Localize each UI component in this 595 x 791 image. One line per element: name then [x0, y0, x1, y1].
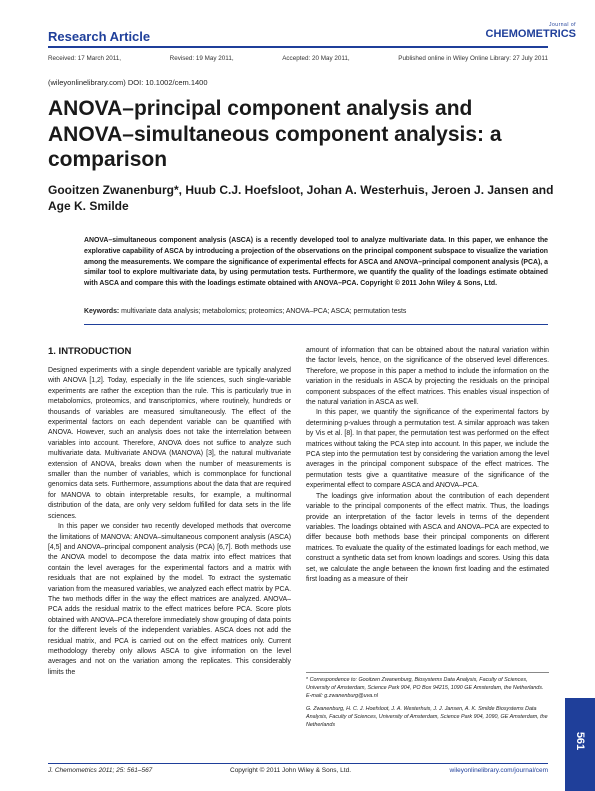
revised-date: Revised: 19 May 2011, [169, 55, 234, 62]
keywords-text: multivariate data analysis; metabolomics; proteomics; ANOVA–PCA; ASCA; permutation tests [121, 308, 407, 315]
right-column [306, 346, 549, 662]
paragraph: Designed experiments with a single dependent variable are typically analyzed with ANOVA [1,2]. Today, especially in the life sciences, such single-variable experiments are rather the exception than the rule. This is particularly true in metabolomics, proteomics, and transcriptomics, where routinely, hundreds or thousands of variables are measured simultaneously. The effect of the experimental factors on each dependent variable can be quantified with ANOVA. However, such an analysis does not take the interrelation between variables into account. Therefore, ANOVA does not suffice to analyze such multivariate data. Multivariate ANOVA (MANOVA) [3], the natural multivariate extension of ANOVA, breaks down when the number of measurements is smaller than the number of variables, which is commonplace for functional genomics data sets. Furthermore, assumptions about the data that are required for MANOVA to obtain interpretable results, for example, a multinormal distribution of the data, are only very seldom fulfilled for data sets in the life sciences. [48, 367, 291, 520]
paragraph: In this paper we consider two recently developed methods that overcome the limitations of MANOVA: ANOVA–simultaneous component analysis (ASCA) [4,5] and ANOVA–principal component analysis (PCA) [6,7]. Both methods use the ANOVA model to decompose the data matrix into effect matrices that contain the level averages for the experimental factors and a matrix with residuals that are not explained by the model. To extract the systematic variation from the measured variables, we analyzed each effect matrix by PCA. The two methods differ in the way the effect matrices are analyzed. ANOVA–PCA adds the residual matrix to the effect matrices before PCA. Score plots obtained with ANOVA–PCA therefore immediately show grouping of data points for the different levels of the independent variables. ASCA does not add the residual matrix, and PCA is carried out on the effect matrices only. Current methodology thereby only allows ASCA to give information on the level averages and not on the variation among the replicates. This considerably limits the [48, 523, 291, 676]
keywords-label: Keywords: [84, 308, 120, 315]
publication-dates [48, 55, 548, 62]
keywords [84, 307, 548, 317]
footnote-divider [306, 672, 549, 673]
section-heading: 1. INTRODUCTION [48, 346, 132, 357]
article-title: ANOVA–principal component analysis and ANOVA–simultaneous component analysis: a comparison [48, 97, 502, 171]
page-number: 561 [574, 731, 586, 751]
header-divider [48, 46, 548, 48]
footnote-marker: * [306, 677, 309, 683]
footer-divider [48, 763, 548, 764]
accepted-date: Accepted: 20 May 2011, [282, 55, 350, 62]
affiliation-note: G. Zwanenburg, H. C. J. Hoefsloot, J. A. Westerhuis, J. J. Jansen, A. K. Smilde Biosystems Data Analysis, Faculty of Sciences, University of Amsterdam, Science Park 904, 1090, GE Amsterdam, the Netherlands [306, 706, 548, 728]
left-column [48, 366, 291, 749]
paragraph: The loadings give information about the contribution of each dependent variable to the principal components of the effect matrix. Thus, the loadings provide an interpretation of the factor levels in terms of the dependent variables. The loadings obtained with ASCA and ANOVA–PCA are expected to differ because both methods base their principal components on different matrices. To evaluate the quality of the estimated loadings for each method, we construct a synthetic data set from known loadings and scores. Using this data set, we calculate the angle between the known first loading and the estimated first loading as a measure of their [306, 492, 549, 583]
logo-title: CHEMOMETRICS [485, 28, 576, 40]
paragraph: amount of information that can be obtained about the natural variation within the factor levels, hence, on the significance of the observed level differences. Therefore, we propose in this paper a method to include the information on the variation in the residuals in ASCA by projecting the residuals on the principal component subspaces of the effect matrices. This enables visual inspection of the natural variation in ASCA as well. [306, 347, 549, 407]
correspondence-note [306, 676, 549, 700]
copyright-notice: Copyright © 2011 John Wiley & Sons, Ltd. [230, 767, 352, 774]
journal-url-link[interactable]: wileyonlinelibrary.com/journal/cem [449, 767, 548, 774]
journal-logo [486, 22, 576, 41]
email-link[interactable]: E-mail: g.zwanenburg@uva.nl [306, 693, 378, 699]
correspondence-text: Correspondence to: Gooitzen Zwanenburg, Biosystems Data Analysis, Faculty of Sciences, University of Amsterdam, Science Park 904, PO Box 94215, 1090 GE Amsterdam, the Netherlands. [306, 677, 544, 691]
abstract: ANOVA–simultaneous component analysis (ASCA) is a recently developed tool to analyze multivariate data. In this paper, we enhance the explorative capability of ASCA by introducing a projection of the observations on the principal component subspace to visualize the variation among the measurements. We compare the significance of experimental effects for ASCA and ANOVA–principal component analysis (PCA), a similar tool to explore multivariate data, by using permutation tests. Furthermore, we quantify the quality of the loadings estimate obtained with ASCA and compare this with the loadings estimate obtained with ANOVA–PCA. Copyright © 2011 John Wiley & Sons, Ltd. [84, 237, 548, 288]
logo-small-text: Journal of [549, 22, 576, 28]
doi-line[interactable]: (wileyonlinelibrary.com) DOI: 10.1002/cem.1400 [48, 78, 208, 87]
paragraph: In this paper, we quantify the significance of the experimental factors by determining p-values through a permutation test. A similar approach was taken by Vis et al. [8]. In that paper, the permutation test was performed on the effect matrices without taking the PCA step into account. In this paper, we include the PCA step into the permutation test by considering the variation among the level averages in the principal component subspace of the effect matrices. The permutation tests give a quantitative measure of the significance of the experimental effect to compare ASCA and ANOVA–PCA. [306, 409, 549, 490]
journal-citation: J. Chemometrics 2011; 25: 561–567 [48, 767, 153, 774]
received-date: Received: 17 March 2011, [48, 55, 122, 62]
keywords-divider [84, 324, 548, 325]
section-label: Research Article [48, 29, 151, 44]
published-date: Published online in Wiley Online Library: 27 July 2011 [398, 55, 548, 62]
footnotes [306, 676, 549, 734]
author-list: Gooitzen Zwanenburg*, Huub C.J. Hoefsloot, Johan A. Westerhuis, Jeroen J. Jansen and Age K. Smilde [48, 183, 554, 213]
